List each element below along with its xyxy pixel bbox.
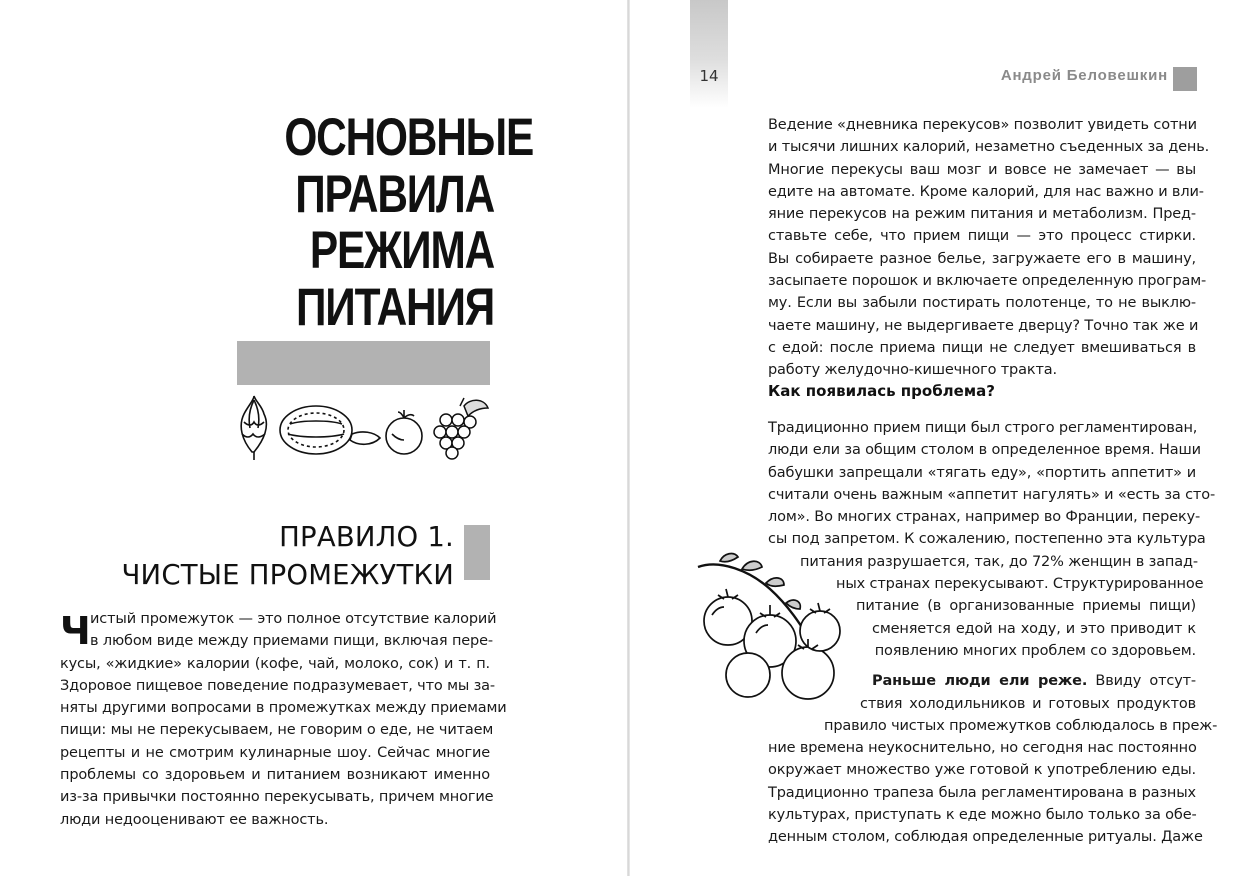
text-line: культурах, приступать к еде можно было только за обе- (768, 807, 1197, 824)
text-line: лом». Во многих странах, например во Франции, переку- (768, 509, 1201, 526)
text-line: ных странах перекусывают. Структурированное (836, 576, 1204, 593)
text-line: питание (в организованные приемы пищи) (856, 598, 1196, 615)
chapter-title-line: ПИТАНИЯ (296, 277, 494, 337)
title-decor-bar (237, 341, 490, 385)
header-square (1173, 67, 1197, 91)
text-line: окружает множество уже готовой к употреблению еды. (768, 762, 1196, 779)
text-line: кусы, «жидкие» калории (кофе, чай, молоко, сок) и т. п. (60, 655, 490, 672)
rule-heading-line: ЧИСТЫЕ ПРОМЕЖУТКИ (121, 559, 454, 591)
left-page (0, 0, 628, 876)
food-illustrations (232, 392, 494, 462)
text-line: ствия холодильников и готовых продуктов (860, 695, 1196, 712)
text-line: бабушки запрещали «тягать еду», «портить аппетит» и (768, 464, 1196, 481)
chapter-title (284, 108, 534, 337)
text-line: Здоровое пищевое поведение подразумевает, что мы за- (60, 677, 495, 694)
text-line: из-за привычки постоянно перекусывать, причем многие (60, 789, 494, 806)
chapter-title-line: РЕЖИМА (309, 221, 494, 280)
text-line: няты другими вопросами в промежутках между приемами (60, 700, 507, 717)
text-line: Традиционно трапеза была регламентирована в разных (768, 784, 1196, 801)
paragraph-1 (768, 114, 1210, 382)
text-line: яние перекусов на режим питания и метаболизм. Пред- (768, 206, 1196, 223)
text-line: истый промежуток — это полное отсутствие калорий (90, 611, 497, 627)
text-line: ние времена неукоснительно, но сегодня нас постоянно (768, 740, 1197, 757)
text-line: работу желудочно-кишечного тракта. (768, 362, 1057, 379)
text-line: в любом виде между приемами пищи, включая пере- (90, 633, 493, 650)
run-in-heading: Раньше люди ели реже. (872, 673, 1088, 690)
text-line: ставьте себе, что прием пищи — это процесс стирки. (768, 228, 1196, 245)
header-tab (690, 0, 728, 108)
text-line: денным столом, соблюдая определенные ритуалы. Даже (768, 829, 1203, 846)
text-line: Ведение «дневника перекусов» позволит увидеть сотни (768, 117, 1197, 133)
text-line: люди ели за общим столом в определенное время. Наши (768, 442, 1201, 459)
rule-heading (60, 518, 454, 594)
running-head: Андрей Беловешкин (1000, 67, 1168, 84)
grapes-icon (434, 398, 488, 459)
text-line: люди недооценивают ее важность. (60, 811, 329, 828)
text-run: Ввиду отсут- (1087, 673, 1197, 690)
text-line: му. Если вы забыли постирать полотенце, то не выклю- (768, 295, 1196, 312)
text-line: Вы собираете разное белье, загружаете его в машину, (768, 250, 1196, 267)
rule-decor-bar (464, 525, 490, 580)
chapter-title-line: ОСНОВНЫЕ (284, 108, 534, 167)
text-line: правило чистых промежутков соблюдалось в преж- (824, 717, 1218, 734)
rule-heading-line: ПРАВИЛО 1. (279, 521, 454, 553)
text-line: чаете машину, не выдергиваете дверцу? Точно так же и (768, 317, 1199, 334)
text-line: едите на автомате. Кроме калорий, для нас важно и вли- (768, 183, 1204, 200)
text-line: проблемы со здоровьем и питанием возникают именно (60, 767, 490, 784)
artichoke-icon (241, 396, 266, 460)
text-line: питания разрушается, так, до 72% женщин в запад- (800, 553, 1198, 570)
text-line: Многие перекусы ваш мозг и вовсе не замечает — вы (768, 161, 1196, 178)
rule-paragraph (60, 608, 507, 831)
melon-icon (280, 406, 380, 454)
right-page (630, 0, 1260, 876)
section-heading: Как появилась проблема? (768, 382, 995, 400)
tomato-vine-illustration (690, 545, 858, 710)
page-number: 14 (699, 67, 719, 85)
text-line: сы под запретом. К сожалению, постепенно эта культура (768, 531, 1206, 548)
drop-cap: Ч (60, 609, 91, 653)
text-line: сменяется едой на ходу, и это приводит к (872, 620, 1196, 637)
tomato-icon (386, 410, 422, 454)
text-line (872, 670, 1196, 692)
text-line: пищи: мы не перекусываем, не говорим о еде, не читаем (60, 722, 494, 739)
chapter-title-line: ПРАВИЛА (295, 164, 494, 224)
text-line: считали очень важным «аппетит нагулять» и «есть за сто- (768, 486, 1216, 503)
text-line: рецепты и не смотрим кулинарные шоу. Сейчас многие (60, 744, 490, 761)
text-line: засыпаете порошок и включаете определенную програм- (768, 273, 1207, 290)
text-line: и тысячи лишних калорий, незаметно съеденных за день. (768, 139, 1210, 156)
text-line: Традиционно прием пищи был строго регламентирован, (768, 420, 1198, 436)
text-line: появлению многих проблем со здоровьем. (874, 642, 1196, 659)
text-line: с едой: после приема пищи не следует вмешиваться в (768, 339, 1196, 356)
